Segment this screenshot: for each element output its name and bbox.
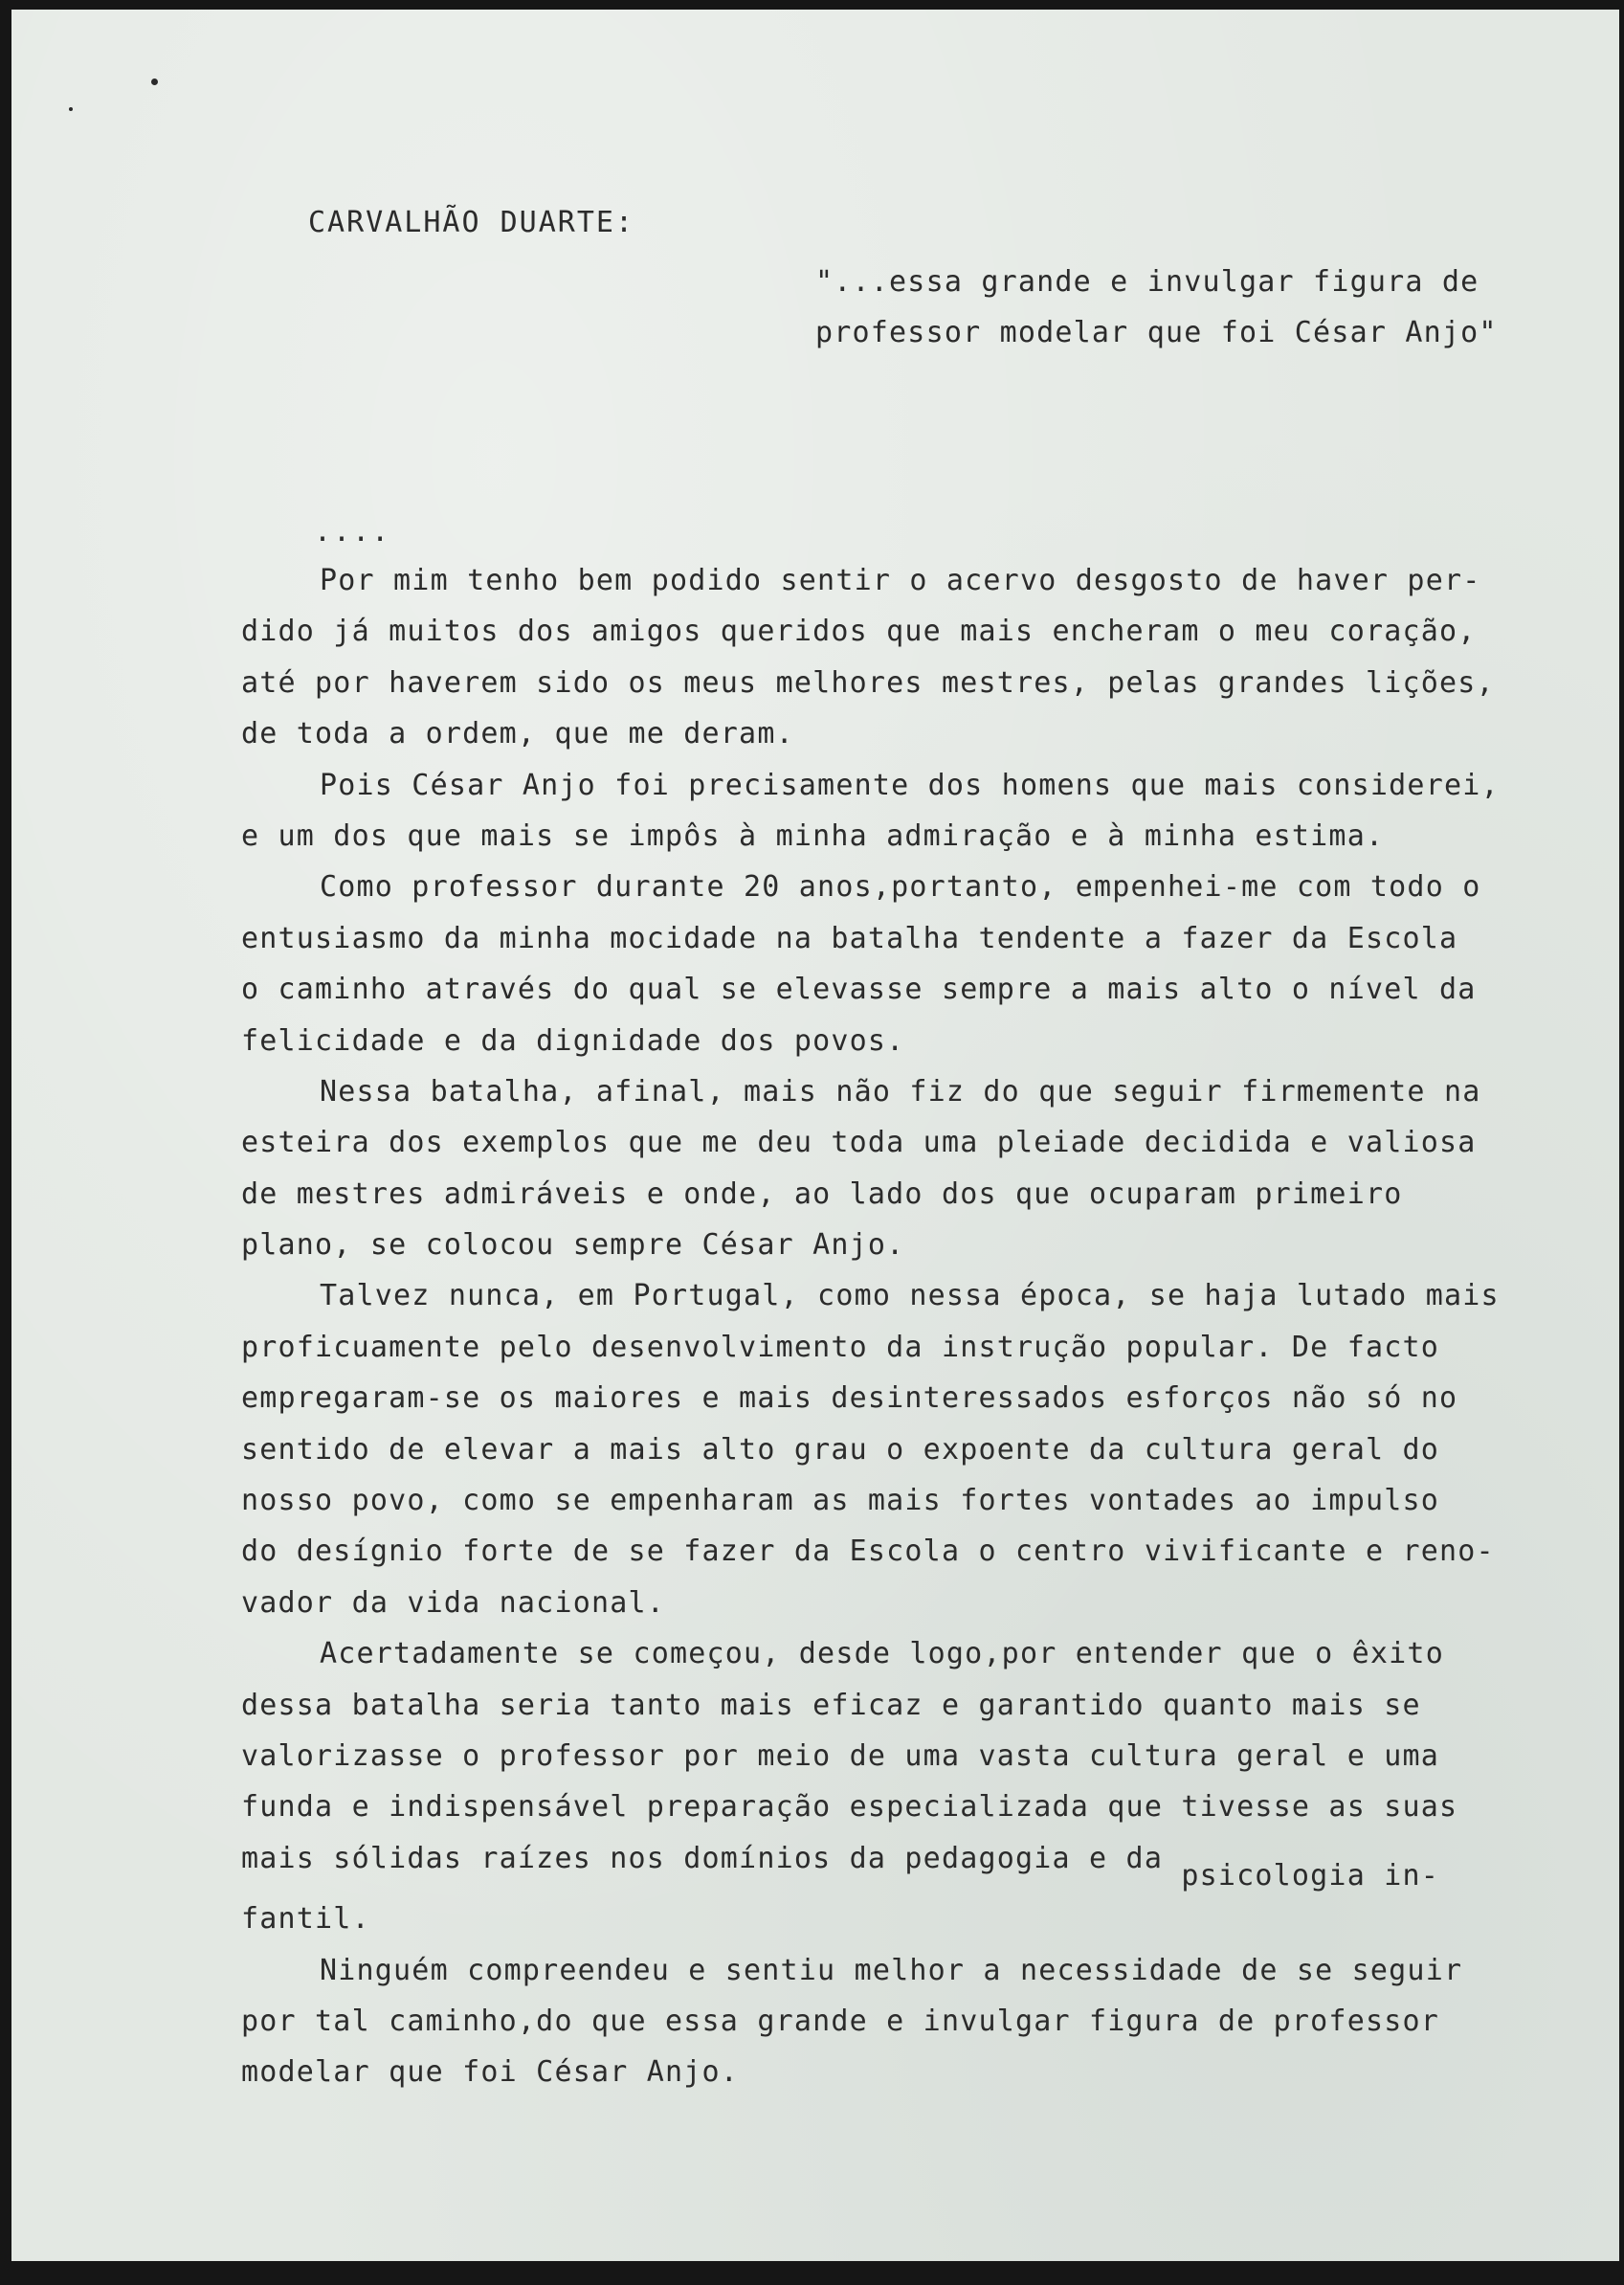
body-line: Pois César Anjo foi precisamente dos homens que mais considerei,: [320, 768, 1500, 802]
ink-speck: [69, 107, 73, 111]
body-line: Por mim tenho bem podido sentir o acervo desgosto de haver per-: [320, 564, 1481, 597]
body-line: felicidade e da dignidade dos povos.: [241, 1023, 905, 1058]
ellipsis-mark: ....: [314, 515, 391, 549]
body-line: proficuamente pelo desenvolvimento da instrução popular. De facto: [241, 1330, 1439, 1364]
body-line: fantil.: [241, 1902, 370, 1937]
author-heading: CARVALHÃO DUARTE:: [308, 206, 635, 239]
body-line: Talvez nunca, em Portugal, como nessa época, se haja lutado mais: [320, 1279, 1500, 1313]
body-line: o caminho através do qual se elevasse sempre a mais alto o nível da: [241, 973, 1477, 1007]
body-line: entusiasmo da minha mocidade na batalha tendente a fazer da Escola: [241, 921, 1458, 955]
body-line: de mestres admiráveis e onde, ao lado dos que ocuparam primeiro: [241, 1176, 1403, 1211]
body-line: do desígnio forte de se fazer da Escola o centro vivificante e reno-: [241, 1535, 1495, 1569]
body-line: Acertadamente se começou, desde logo,por entender que o êxito: [320, 1637, 1444, 1671]
epigraph-line: "...essa grande e invulgar figura de: [815, 265, 1479, 299]
body-line: de toda a ordem, que me deram.: [241, 717, 794, 751]
body-line: vador da vida nacional.: [241, 1585, 666, 1620]
body-line: Ninguém compreendeu e sentiu melhor a necessidade de se seguir: [320, 1953, 1463, 1987]
body-line: esteira dos exemplos que me deu toda uma pleiade decidida e valiosa: [241, 1126, 1477, 1160]
body-line: funda e indispensável preparação especializada que tivesse as suas: [241, 1790, 1458, 1825]
body-line: plano, se colocou sempre César Anjo.: [241, 1228, 905, 1263]
body-line: Como professor durante 20 anos,portanto, empenhei-me com todo o: [320, 870, 1481, 905]
body-line: valorizasse o professor por meio de uma vasta cultura geral e uma: [241, 1738, 1439, 1773]
body-line: e um dos que mais se impôs à minha admiração e à minha estima.: [241, 818, 1385, 853]
body-line: dessa batalha seria tanto mais eficaz e garantido quanto mais se: [241, 1688, 1421, 1722]
body-line: empregaram-se os maiores e mais desinteressados esforços não só no: [241, 1381, 1458, 1416]
body-line: dido já muitos dos amigos queridos que mais encheram o meu coração,: [241, 615, 1477, 649]
body-line: por tal caminho,do que essa grande e invulgar figura de professor: [241, 2004, 1439, 2038]
body-line: mais sólidas raízes nos domínios da pedagogia e da: [241, 1841, 1164, 1875]
body-line: até por haverem sido os meus melhores mestres, pelas grandes lições,: [241, 665, 1495, 700]
epigraph: [815, 257, 1498, 359]
typewritten-page: [11, 10, 1619, 2261]
body-line: Nessa batalha, afinal, mais não fiz do que seguir firmemente na: [320, 1074, 1481, 1109]
body-line-split: [241, 1833, 1500, 1893]
epigraph-line: professor modelar que foi César Anjo": [815, 316, 1498, 350]
ink-speck: [151, 78, 158, 85]
body-line: modelar que foi César Anjo.: [241, 2055, 740, 2090]
body-line: sentido de elevar a mais alto grau o expoente da cultura geral do: [241, 1432, 1439, 1467]
body-line-continuation: psicologia in-: [1181, 1858, 1440, 1893]
body-text: [241, 555, 1500, 2098]
body-line: nosso povo, como se empenharam as mais fortes vontades ao impulso: [241, 1484, 1439, 1518]
